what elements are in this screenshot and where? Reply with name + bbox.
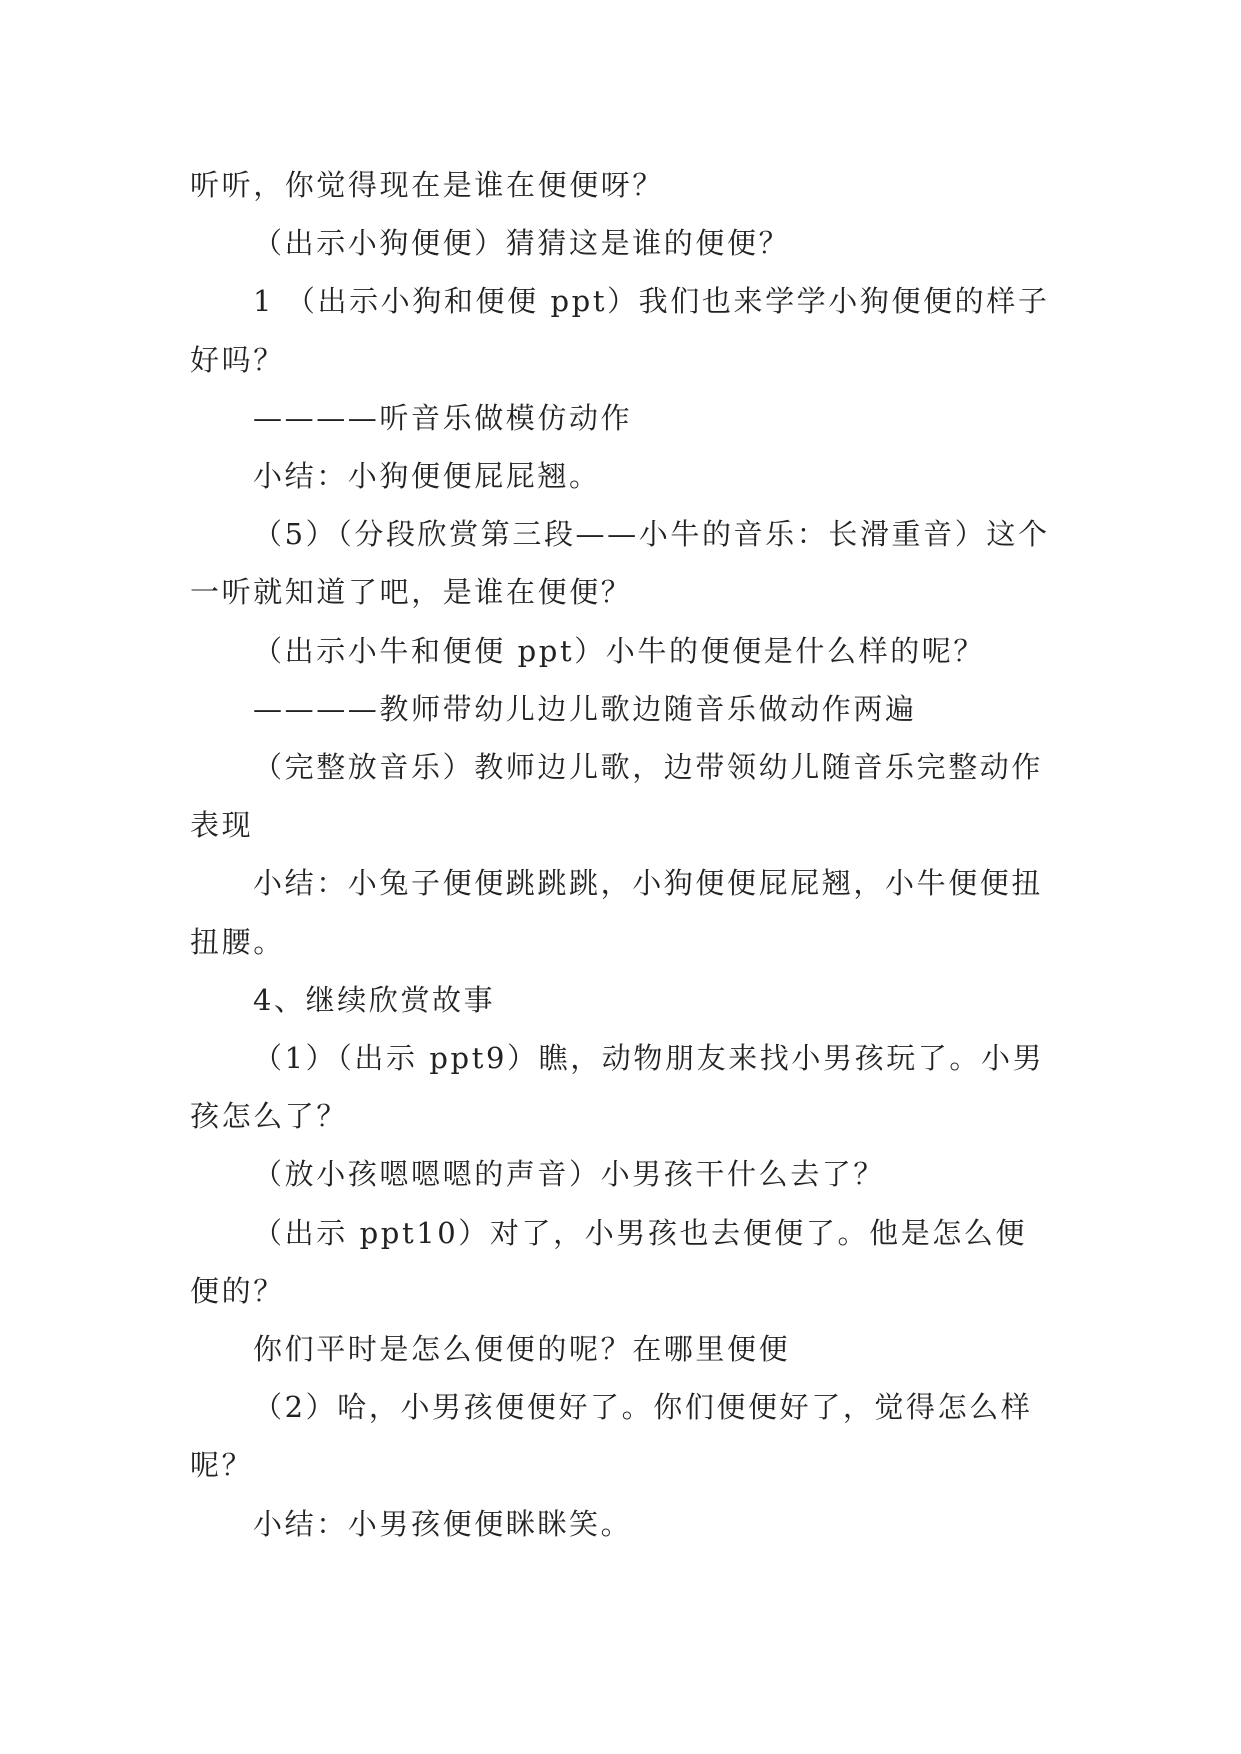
paragraph: （5）（分段欣赏第三段——小牛的音乐：长滑重音）这个一听就知道了吧，是谁在便便？: [190, 517, 1050, 610]
paragraph: ————听音乐做模仿动作: [253, 400, 633, 435]
paragraph: （放小孩嗯嗯嗯的声音）小男孩干什么去了？: [253, 1157, 886, 1192]
paragraph: 你们平时是怎么便便的呢？在哪里便便: [253, 1332, 791, 1367]
paragraph: （出示小牛和便便 ppt）小牛的便便是什么样的呢？: [253, 633, 986, 668]
paragraph: （2）哈，小男孩便便好了。你们便便好了，觉得怎么样呢？: [190, 1390, 1033, 1483]
paragraph: 小结：小男孩便便眯眯笑。: [253, 1506, 633, 1541]
paragraph: ————教师带幼儿边儿歌边随音乐做动作两遍: [253, 691, 917, 726]
paragraph: 1 （出示小狗和便便 ppt）我们也来学学小狗便便的样子好吗？: [190, 284, 1050, 377]
paragraph: 4、继续欣赏故事: [253, 982, 496, 1017]
document-body: [190, 156, 1050, 1553]
paragraph: （1）（出示 ppt9）瞧，动物朋友来找小男孩玩了。小男孩怎么了？: [190, 1041, 1045, 1134]
paragraph: （完整放音乐）教师边儿歌，边带领幼儿随音乐完整动作表现: [190, 750, 1044, 843]
paragraph: （出示 ppt10）对了，小男孩也去便便了。他是怎么便便的？: [190, 1215, 1028, 1308]
paragraph: 小结：小狗便便屁屁翘。: [253, 459, 601, 494]
paragraph: 小结：小兔子便便跳跳跳，小狗便便屁屁翘，小牛便便扭扭腰。: [190, 866, 1044, 959]
paragraph: 听听，你觉得现在是谁在便便呀？: [190, 168, 665, 202]
paragraph: （出示小狗便便）猜猜这是谁的便便？: [253, 226, 791, 261]
